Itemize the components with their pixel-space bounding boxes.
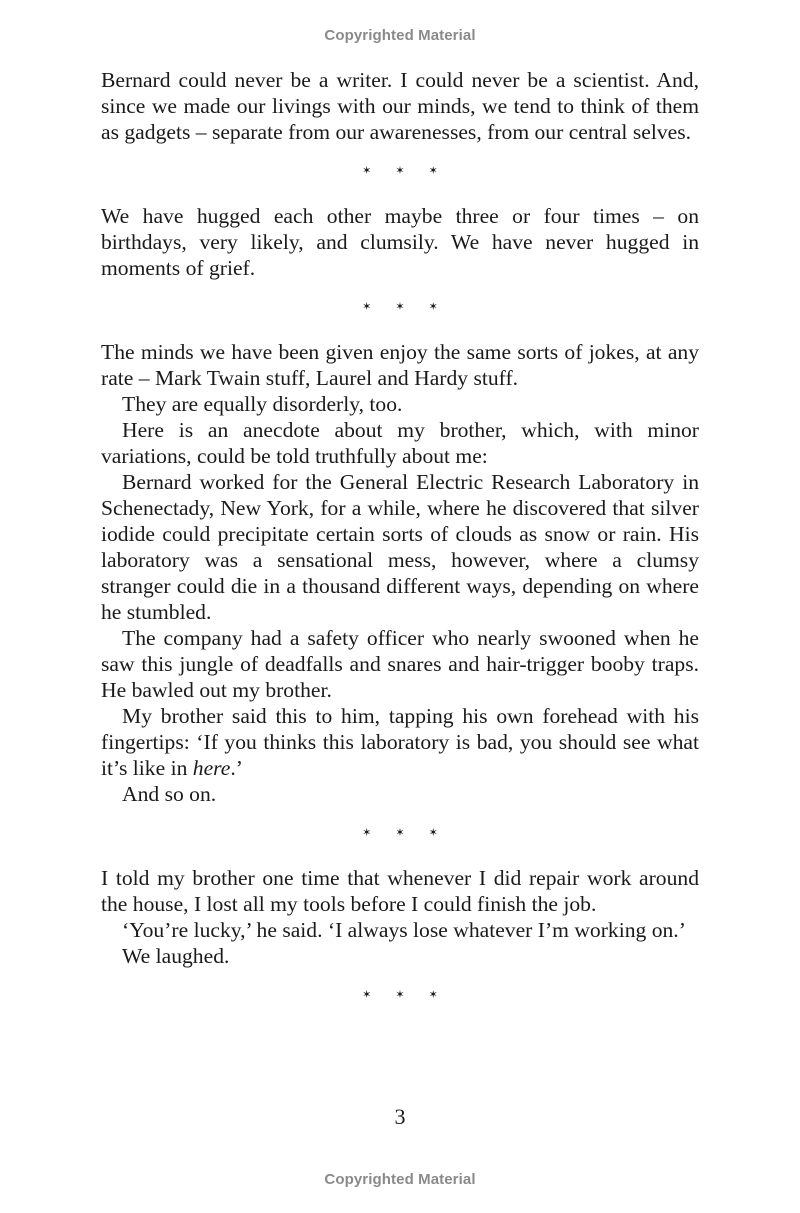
paragraph-5: Here is an anecdote about my brother, which, with minor variations, could be told truthfully about me: (101, 418, 699, 468)
asterism-star: ✶ (362, 988, 372, 1001)
paragraph-1: Bernard could never be a writer. I could never be a scientist. And, since we made our livings with our minds, we tend to think of them as gadgets – separate from our awarenesses, from our central selves. (101, 68, 699, 144)
paragraph-6: Bernard worked for the General Electric Research Laboratory in Schenectady, New York, for a while, where he discovered that silver iodide could precipitate certain sorts of clouds as snow or rain. His laboratory was a sensational mess, however, where a clumsy stranger could die in a thousand different ways, depending on where he stumbled. (101, 470, 699, 624)
asterism-star: ✶ (428, 300, 438, 313)
paragraph-8 (101, 703, 699, 781)
paragraph-8-text-a: My brother said this to him, tapping his own forehead with his fingertips: ‘If you thinks this laboratory is bad, you should see what it’s like in (101, 704, 699, 780)
paragraph-8-text-b: .’ (230, 756, 243, 780)
paragraph-10: I told my brother one time that whenever I did repair work around the house, I lost all my tools before I could finish the job. (101, 866, 699, 916)
paragraph-11: ‘You’re lucky,’ he said. ‘I always lose whatever I’m working on.’ (122, 918, 686, 942)
asterism-star: ✶ (395, 988, 405, 1001)
section-break-2 (101, 294, 699, 320)
asterism-star: ✶ (362, 826, 372, 839)
page-body (101, 67, 699, 1027)
paragraph-7: The company had a safety officer who nearly swooned when he saw this jungle of deadfalls and snares and hair-trigger booby traps. He bawled out my brother. (101, 626, 699, 702)
asterism-star: ✶ (428, 826, 438, 839)
asterism-star: ✶ (395, 300, 405, 313)
paragraph-2: We have hugged each other maybe three or four times – on birthdays, very likely, and clumsily. We have never hugged in moments of grief. (101, 204, 699, 280)
paragraph-3: The minds we have been given enjoy the same sorts of jokes, at any rate – Mark Twain stuff, Laurel and Hardy stuff. (101, 340, 699, 390)
asterism-star: ✶ (362, 164, 372, 177)
asterism-star: ✶ (395, 826, 405, 839)
section-break-3 (101, 820, 699, 846)
asterism-star: ✶ (428, 988, 438, 1001)
page-number: 3 (394, 1104, 406, 1129)
copyright-watermark-top: Copyrighted Material (324, 27, 476, 44)
asterism-star: ✶ (362, 300, 372, 313)
asterism-star: ✶ (428, 164, 438, 177)
paragraph-4: They are equally disorderly, too. (122, 392, 403, 416)
paragraph-12: We laughed. (122, 944, 230, 968)
section-break-1 (101, 158, 699, 184)
section-break-4 (101, 982, 699, 1008)
paragraph-9: And so on. (122, 782, 217, 806)
copyright-watermark-bottom: Copyrighted Material (324, 1171, 476, 1188)
asterism-star: ✶ (395, 164, 405, 177)
paragraph-8-emphasis: here (192, 756, 231, 780)
